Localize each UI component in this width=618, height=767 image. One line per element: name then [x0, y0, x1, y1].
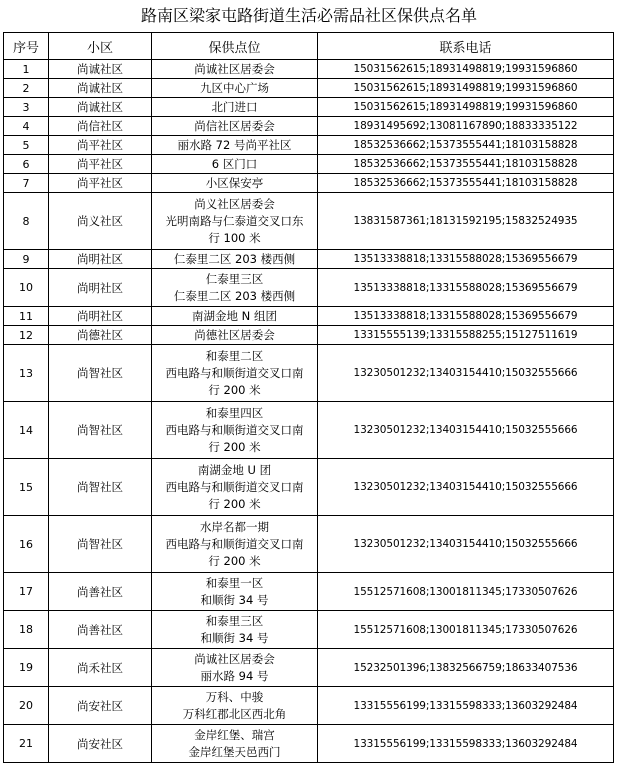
supply-point-cell — [152, 250, 318, 269]
supply-point-line: 万科、中骏 — [205, 689, 264, 704]
supply-point-cell — [152, 60, 318, 79]
row-number: 3 — [4, 98, 49, 117]
community-name: 尚义社区 — [49, 193, 152, 250]
table-row — [4, 307, 614, 326]
row-number: 7 — [4, 174, 49, 193]
supply-point-line: 金岸红堡、瑞宫 — [194, 727, 275, 742]
table-row — [4, 155, 614, 174]
row-number: 19 — [4, 649, 49, 687]
contact-phone: 15031562615;18931498819;19931596860 — [318, 79, 614, 98]
supply-point-line: 尚信社区居委会 — [194, 118, 275, 133]
community-name: 尚禾社区 — [49, 649, 152, 687]
contact-phone: 13230501232;13403154410;15032555666 — [318, 402, 614, 459]
contact-phone: 13513338818;13315588028;15369556679 — [318, 307, 614, 326]
row-number: 13 — [4, 345, 49, 402]
contact-phone: 15512571608;13001811345;17330507626 — [318, 611, 614, 649]
column-header-phone: 联系电话 — [318, 33, 614, 60]
supply-point-line: 和泰里一区 — [205, 575, 264, 590]
supply-point-cell — [152, 98, 318, 117]
table-row — [4, 687, 614, 725]
column-header-supply-point: 保供点位 — [152, 33, 318, 60]
community-name: 尚信社区 — [49, 117, 152, 136]
row-number: 2 — [4, 79, 49, 98]
contact-phone: 13230501232;13403154410;15032555666 — [318, 459, 614, 516]
row-number: 15 — [4, 459, 49, 516]
supply-point-line: 6 区门口 — [211, 156, 258, 171]
column-header-number: 序号 — [4, 33, 49, 60]
supply-point-line: 行 200 米 — [208, 553, 261, 568]
row-number: 4 — [4, 117, 49, 136]
contact-phone: 15031562615;18931498819;19931596860 — [318, 98, 614, 117]
contact-phone: 13230501232;13403154410;15032555666 — [318, 345, 614, 402]
contact-phone: 13315556199;13315598333;13603292484 — [318, 687, 614, 725]
supply-point-cell — [152, 516, 318, 573]
supply-point-cell — [152, 79, 318, 98]
supply-point-line: 尚德社区居委会 — [194, 327, 275, 342]
community-name: 尚善社区 — [49, 611, 152, 649]
supply-point-line: 九区中心广场 — [200, 80, 269, 95]
supply-point-line: 仁泰里二区 203 楼西侧 — [173, 288, 296, 303]
supply-point-line: 小区保安亭 — [205, 175, 264, 190]
table-row — [4, 250, 614, 269]
community-name: 尚平社区 — [49, 155, 152, 174]
contact-phone: 15232501396;13832566759;18633407536 — [318, 649, 614, 687]
contact-phone: 15512571608;13001811345;17330507626 — [318, 573, 614, 611]
supply-point-line: 北门进口 — [211, 99, 258, 114]
supply-point-cell — [152, 649, 318, 687]
supply-point-line: 光明南路与仁泰道交叉口东 — [165, 213, 304, 228]
contact-phone: 13230501232;13403154410;15032555666 — [318, 516, 614, 573]
community-name: 尚智社区 — [49, 459, 152, 516]
contact-phone: 13315555139;13315588255;15127511619 — [318, 326, 614, 345]
supply-point-line: 万科红郡北区西北角 — [182, 706, 287, 721]
supply-point-line: 丽水路 72 号尚平社区 — [177, 137, 292, 152]
row-number: 5 — [4, 136, 49, 155]
table-row — [4, 193, 614, 250]
supply-point-line: 南湖金地 U 团 — [197, 462, 272, 477]
contact-phone: 18532536662;15373555441;18103158828 — [318, 136, 614, 155]
page-title: 路南区梁家屯路街道生活必需品社区保供点名单 — [140, 6, 477, 25]
supply-point-cell — [152, 459, 318, 516]
supply-point-table — [3, 32, 614, 763]
table-header-row — [4, 33, 614, 60]
column-header-community: 小区 — [49, 33, 152, 60]
table-row — [4, 60, 614, 79]
supply-point-line: 水岸名都一期 — [200, 519, 269, 534]
supply-point-line: 金岸红堡天邑西门 — [188, 744, 281, 759]
supply-point-cell — [152, 326, 318, 345]
contact-phone: 13513338818;13315588028;15369556679 — [318, 269, 614, 307]
community-name: 尚明社区 — [49, 307, 152, 326]
supply-point-line: 和顺街 34 号 — [200, 592, 269, 607]
community-name: 尚安社区 — [49, 687, 152, 725]
supply-point-line: 尚诚社区居委会 — [194, 651, 275, 666]
community-name: 尚智社区 — [49, 402, 152, 459]
contact-phone: 18931495692;13081167890;18833335122 — [318, 117, 614, 136]
table-row — [4, 79, 614, 98]
row-number: 14 — [4, 402, 49, 459]
row-number: 16 — [4, 516, 49, 573]
supply-point-line: 尚义社区居委会 — [194, 196, 275, 211]
supply-point-line: 仁泰里三区 — [205, 271, 264, 286]
community-name: 尚德社区 — [49, 326, 152, 345]
table-row — [4, 459, 614, 516]
table-row — [4, 174, 614, 193]
table-row — [4, 326, 614, 345]
contact-phone: 15031562615;18931498819;19931596860 — [318, 60, 614, 79]
supply-point-line: 南湖金地 N 组团 — [192, 308, 277, 323]
community-name: 尚明社区 — [49, 269, 152, 307]
supply-point-cell — [152, 725, 318, 763]
supply-point-cell — [152, 193, 318, 250]
row-number: 18 — [4, 611, 49, 649]
community-name: 尚平社区 — [49, 174, 152, 193]
supply-point-line: 尚诚社区居委会 — [194, 61, 275, 76]
community-name: 尚智社区 — [49, 345, 152, 402]
supply-point-line: 和泰里二区 — [205, 348, 264, 363]
community-name: 尚善社区 — [49, 573, 152, 611]
row-number: 6 — [4, 155, 49, 174]
supply-point-line: 西电路与和顺街道交叉口南 — [165, 536, 304, 551]
table-row — [4, 649, 614, 687]
supply-point-line: 丽水路 94 号 — [200, 668, 269, 683]
row-number: 9 — [4, 250, 49, 269]
supply-point-line: 西电路与和顺街道交叉口南 — [165, 422, 304, 437]
table-row — [4, 117, 614, 136]
community-name: 尚安社区 — [49, 725, 152, 763]
supply-point-line: 仁泰里二区 203 楼西侧 — [173, 251, 296, 266]
community-name: 尚明社区 — [49, 250, 152, 269]
row-number: 20 — [4, 687, 49, 725]
contact-phone: 13831587361;18131592195;15832524935 — [318, 193, 614, 250]
table-row — [4, 136, 614, 155]
table-row — [4, 345, 614, 402]
community-name: 尚平社区 — [49, 136, 152, 155]
supply-point-cell — [152, 573, 318, 611]
row-number: 1 — [4, 60, 49, 79]
table-row — [4, 98, 614, 117]
table-row — [4, 573, 614, 611]
table-row — [4, 725, 614, 763]
supply-point-line: 行 100 米 — [208, 230, 261, 245]
supply-point-cell — [152, 117, 318, 136]
supply-point-line: 西电路与和顺街道交叉口南 — [165, 479, 304, 494]
contact-phone: 13513338818;13315588028;15369556679 — [318, 250, 614, 269]
supply-point-line: 行 200 米 — [208, 439, 261, 454]
contact-phone: 18532536662;15373555441;18103158828 — [318, 174, 614, 193]
supply-point-cell — [152, 345, 318, 402]
supply-point-cell — [152, 307, 318, 326]
row-number: 17 — [4, 573, 49, 611]
supply-point-line: 西电路与和顺街道交叉口南 — [165, 365, 304, 380]
supply-point-line: 行 200 米 — [208, 496, 261, 511]
row-number: 21 — [4, 725, 49, 763]
supply-point-cell — [152, 136, 318, 155]
supply-point-cell — [152, 174, 318, 193]
table-row — [4, 269, 614, 307]
community-name: 尚诚社区 — [49, 60, 152, 79]
row-number: 10 — [4, 269, 49, 307]
supply-point-cell — [152, 611, 318, 649]
supply-point-cell — [152, 687, 318, 725]
supply-point-line: 和泰里三区 — [205, 613, 264, 628]
table-body — [4, 60, 614, 763]
supply-point-cell — [152, 269, 318, 307]
community-name: 尚智社区 — [49, 516, 152, 573]
community-name: 尚诚社区 — [49, 98, 152, 117]
supply-point-line: 和泰里四区 — [205, 405, 264, 420]
contact-phone: 18532536662;15373555441;18103158828 — [318, 155, 614, 174]
community-name: 尚诚社区 — [49, 79, 152, 98]
supply-point-cell — [152, 402, 318, 459]
table-row — [4, 611, 614, 649]
row-number: 12 — [4, 326, 49, 345]
supply-point-line: 行 200 米 — [208, 382, 261, 397]
row-number: 8 — [4, 193, 49, 250]
supply-point-line: 和顺街 34 号 — [200, 630, 269, 645]
row-number: 11 — [4, 307, 49, 326]
contact-phone: 13315556199;13315598333;13603292484 — [318, 725, 614, 763]
table-row — [4, 402, 614, 459]
supply-point-cell — [152, 155, 318, 174]
table-row — [4, 516, 614, 573]
